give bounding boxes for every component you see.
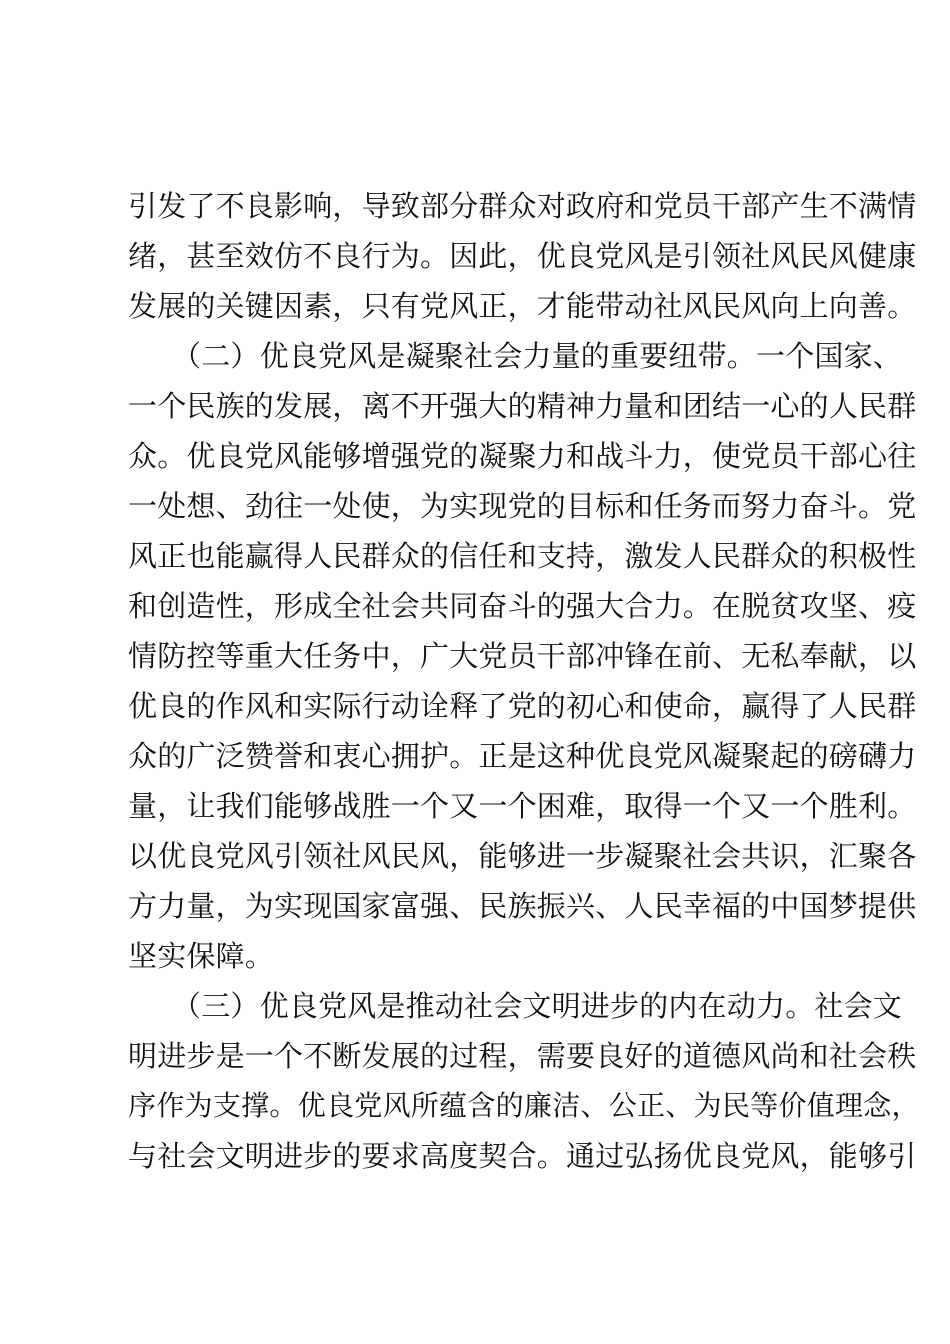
paragraph-3-line-2: 明进步是一个不断发展的过程，需要良好的道德风尚和社会秩 [128, 1039, 917, 1073]
paragraph-2-line-2: 一个民族的发展，离不开强大的精神力量和团结一心的人民群 [128, 389, 917, 423]
paragraph-2-line-8: 优良的作风和实际行动诠释了党的初心和使命，赢得了人民群 [128, 689, 917, 723]
paragraph-2-line-4: 一处想、劲往一处使，为实现党的目标和任务而努力奋斗。党 [128, 489, 917, 523]
paragraph-1-line-2: 绪，甚至效仿不良行为。因此，优良党风是引领社风民风健康 [128, 239, 917, 273]
paragraph-1-line-1: 引发了不良影响，导致部分群众对政府和党员干部产生不满情 [128, 189, 917, 223]
paragraph-2-line-12: 方力量，为实现国家富强、民族振兴、人民幸福的中国梦提供 [128, 889, 917, 923]
paragraph-2-line-9: 众的广泛赞誉和衷心拥护。正是这种优良党风凝聚起的磅礴力 [128, 739, 917, 773]
paragraph-1-line-3: 发展的关键因素，只有党风正，才能带动社风民风向上向善。 [128, 289, 917, 323]
paragraph-2-line-13: 坚实保障。 [128, 939, 275, 973]
paragraph-3-line-1: （三）优良党风是推动社会文明进步的内在动力。社会文 [172, 989, 903, 1023]
paragraph-2-line-1: （二）优良党风是凝聚社会力量的重要纽带。一个国家、 [172, 339, 903, 373]
paragraph-2-line-5: 风正也能赢得人民群众的信任和支持，激发人民群众的积极性 [128, 539, 917, 573]
paragraph-2-line-6: 和创造性，形成全社会共同奋斗的强大合力。在脱贫攻坚、疫 [128, 589, 917, 623]
paragraph-3-line-4: 与社会文明进步的要求高度契合。通过弘扬优良党风，能够引 [128, 1139, 917, 1173]
paragraph-3-line-3: 序作为支撑。优良党风所蕴含的廉洁、公正、为民等价值理念， [128, 1089, 920, 1122]
paragraph-2-line-10: 量，让我们能够战胜一个又一个困难，取得一个又一个胜利。 [128, 789, 917, 823]
paragraph-2-line-7: 情防控等重大任务中，广大党员干部冲锋在前、无私奉献，以 [128, 639, 917, 673]
paragraph-2-line-3: 众。优良党风能够增强党的凝聚力和战斗力，使党员干部心往 [128, 439, 917, 473]
paragraph-2-line-11: 以优良党风引领社风民风，能够进一步凝聚社会共识，汇聚各 [128, 839, 917, 873]
